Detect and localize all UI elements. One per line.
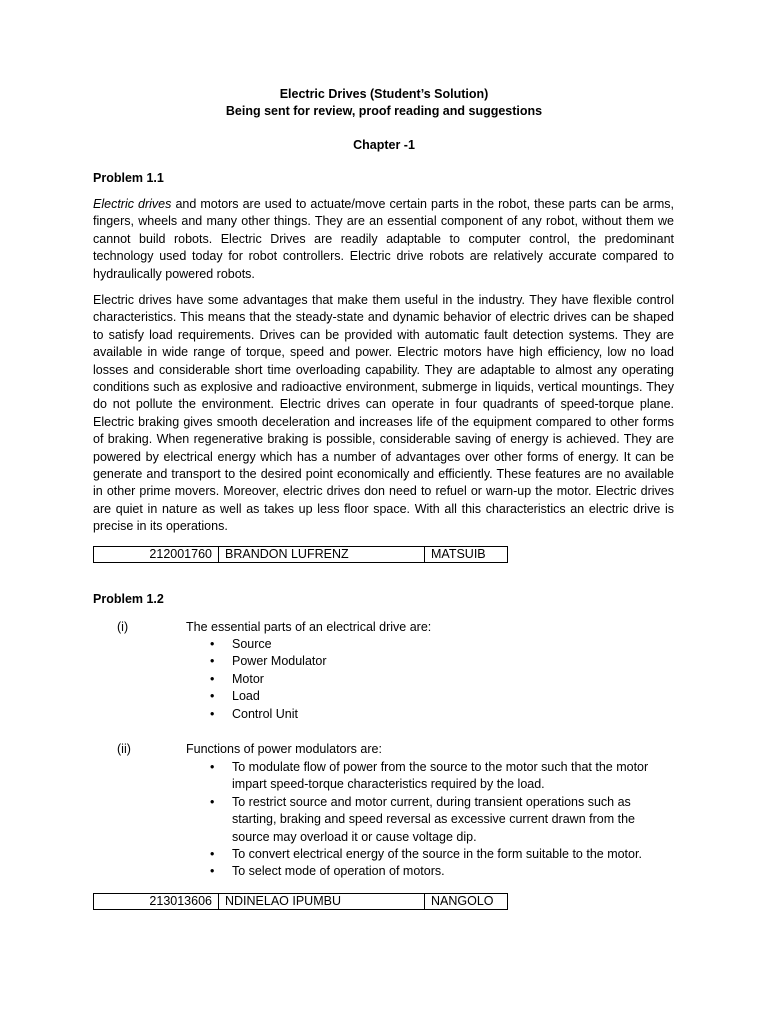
list-item: • Power Modulator: [210, 653, 670, 670]
part-i-intro: The essential parts of an electrical drive are:: [186, 620, 432, 634]
essential-parts-list: [210, 636, 670, 723]
problem-1-1-paragraph-2: Electric drives have some advantages that make them useful in the industry. They have flexible control characteristics. This means that the steady-state and dynamic behavior of electric drives can be shaped to satisfy load requirements. Drives can be provided with automatic fault detection systems. They are available in wide range of torque, speed and power. Electric motors have high efficiency, low no load losses and considerable short time overloading capability. They are adaptable to almost any operating conditions such as explosive and radioactive environment, submerge in liquids, vertical mountings. They do not pollute the environment. Electric drives can operate in four quadrants of speed-torque plane. Electric braking gives smooth deceleration and increases life of the equipment compared to other forms of braking. When regenerative braking is possible, considerable saving of energy is achieved. They are powered by electrical energy which has a number of advantages over other forms of energy. It can be generate and transport to the desired point economically and efficiently. These features are no available in other prime movers. Moreover, electric drives don need to refuel or warn-up the motor. Electric drives are quiet in nature as well as takes up less floor space. With all this characteristics an electric drive is precise in its operations.: [93, 293, 674, 534]
part-i-label: (i): [117, 620, 129, 634]
student-id: 213013606: [94, 894, 219, 909]
italic-term: Electric drives: [93, 197, 172, 211]
signature-table-1: [93, 546, 508, 563]
document-subtitle: Being sent for review, proof reading and suggestions: [225, 104, 543, 118]
signature-table-2: [93, 893, 508, 910]
list-item: • Load: [210, 688, 670, 705]
student-surname: NANGOLO: [431, 894, 494, 908]
problem-1-1-paragraph-1: [93, 196, 674, 283]
student-name: NDINELAO IPUMBU: [219, 894, 425, 909]
student-name: BRANDON LUFRENZ: [219, 547, 425, 562]
document-title: Electric Drives (Student’s Solution): [279, 87, 489, 101]
student-surname: MATSUIB: [431, 547, 486, 561]
list-item: • To modulate flow of power from the source to the motor such that the motor impart speed-torque characteristics required by the load.: [210, 759, 672, 794]
list-item: • To convert electrical energy of the source in the form suitable to the motor.: [210, 846, 672, 863]
problem-1-2-heading: Problem 1.2: [93, 592, 164, 606]
paragraph-1-text: and motors are used to actuate/move certain parts in the robot, these parts can be arms, fingers, wheels and many other things. They are an essential component of any robot, without them we cannot build robots. Electric Drives are readily adaptable to computer control, the predominant technology used today for robot controllers. Electric drive robots are relatively accurate compared to hydraulically powered robots.: [93, 197, 675, 281]
student-id: 212001760: [94, 547, 219, 562]
list-item: • Source: [210, 636, 670, 653]
list-item: • To select mode of operation of motors.: [210, 863, 672, 880]
list-item: • Motor: [210, 671, 670, 688]
part-ii-label: (ii): [117, 742, 131, 756]
list-item: • Control Unit: [210, 706, 670, 723]
part-ii-intro: Functions of power modulators are:: [186, 742, 382, 756]
list-item: • To restrict source and motor current, during transient operations such as starting, braking and speed reversal as excessive current drawn from the source may overload it or cause voltage dip.: [210, 794, 672, 846]
problem-1-1-heading: Problem 1.1: [93, 171, 164, 185]
chapter-heading: Chapter -1: [353, 138, 415, 152]
power-modulator-functions-list: [210, 759, 672, 881]
